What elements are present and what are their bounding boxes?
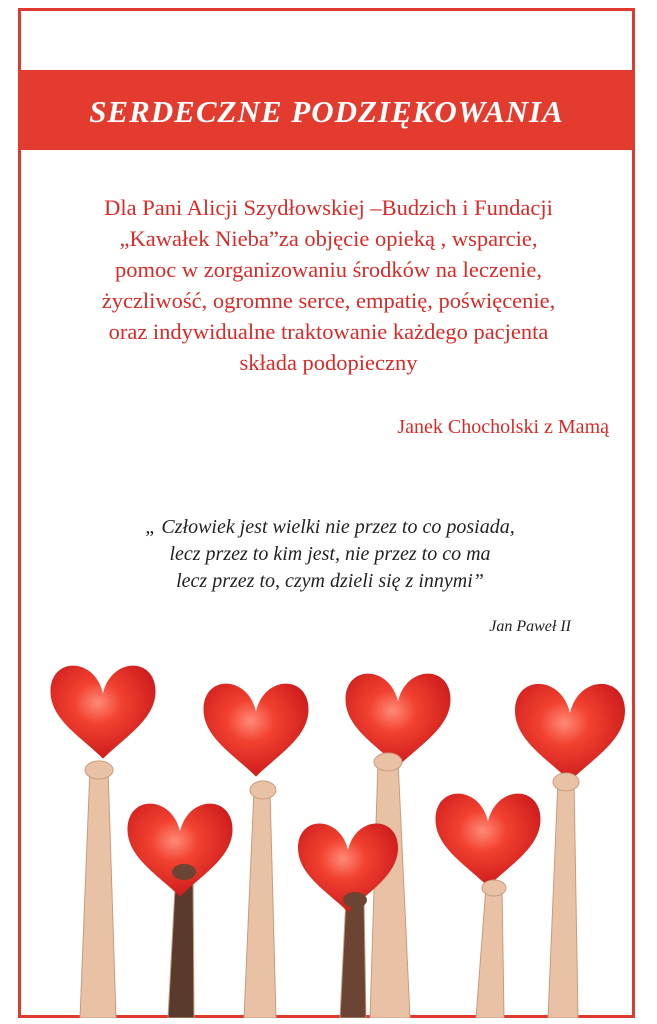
arm bbox=[340, 898, 366, 1018]
page-title: SERDECZNE PODZIĘKOWANIA bbox=[89, 94, 564, 129]
quote-author: Jan Paweł II bbox=[489, 618, 571, 635]
heart-icon bbox=[128, 804, 233, 897]
quote-line: lecz przez to, czym dzieli się z innymi” bbox=[176, 570, 484, 592]
hand bbox=[343, 892, 367, 908]
hand bbox=[374, 753, 402, 771]
hand bbox=[482, 880, 506, 896]
quote-line: lecz przez to kim jest, nie przez to co ma bbox=[169, 543, 491, 565]
heart-icon bbox=[515, 684, 625, 781]
heart-icon bbox=[436, 794, 541, 887]
quote bbox=[60, 514, 600, 595]
hand bbox=[250, 781, 276, 799]
arm bbox=[476, 886, 504, 1018]
hand bbox=[172, 864, 196, 880]
heart-icon bbox=[204, 684, 309, 777]
message-line: pomoc w zorganizowaniu środków na leczenie, bbox=[115, 257, 542, 282]
quote-line: „ Człowiek jest wielki nie przez to co posiada, bbox=[145, 516, 515, 538]
heart-icon bbox=[346, 674, 451, 767]
hand bbox=[553, 773, 579, 791]
arm bbox=[548, 780, 578, 1018]
signature: Janek Chocholski z Mamą bbox=[397, 416, 609, 438]
message-line: „Kawałek Nieba”za objęcie opieką , wsparcie, bbox=[119, 226, 538, 251]
hand bbox=[85, 761, 113, 779]
title-banner bbox=[18, 70, 635, 150]
message-line: Dla Pani Alicji Szydłowskiej –Budzich i Fundacji bbox=[104, 195, 553, 220]
thank-you-message bbox=[40, 192, 617, 378]
hands-holding-hearts-image bbox=[18, 650, 635, 1018]
arm bbox=[244, 790, 276, 1018]
message-line: oraz indywidualne traktowanie każdego pacjenta bbox=[108, 319, 549, 344]
arm bbox=[80, 768, 116, 1018]
arm bbox=[370, 760, 410, 1018]
heart-icon bbox=[51, 666, 156, 759]
message-line: składa podopieczny bbox=[239, 350, 418, 375]
message-line: życzliwość, ogromne serce, empatię, poświęcenie, bbox=[101, 288, 556, 313]
